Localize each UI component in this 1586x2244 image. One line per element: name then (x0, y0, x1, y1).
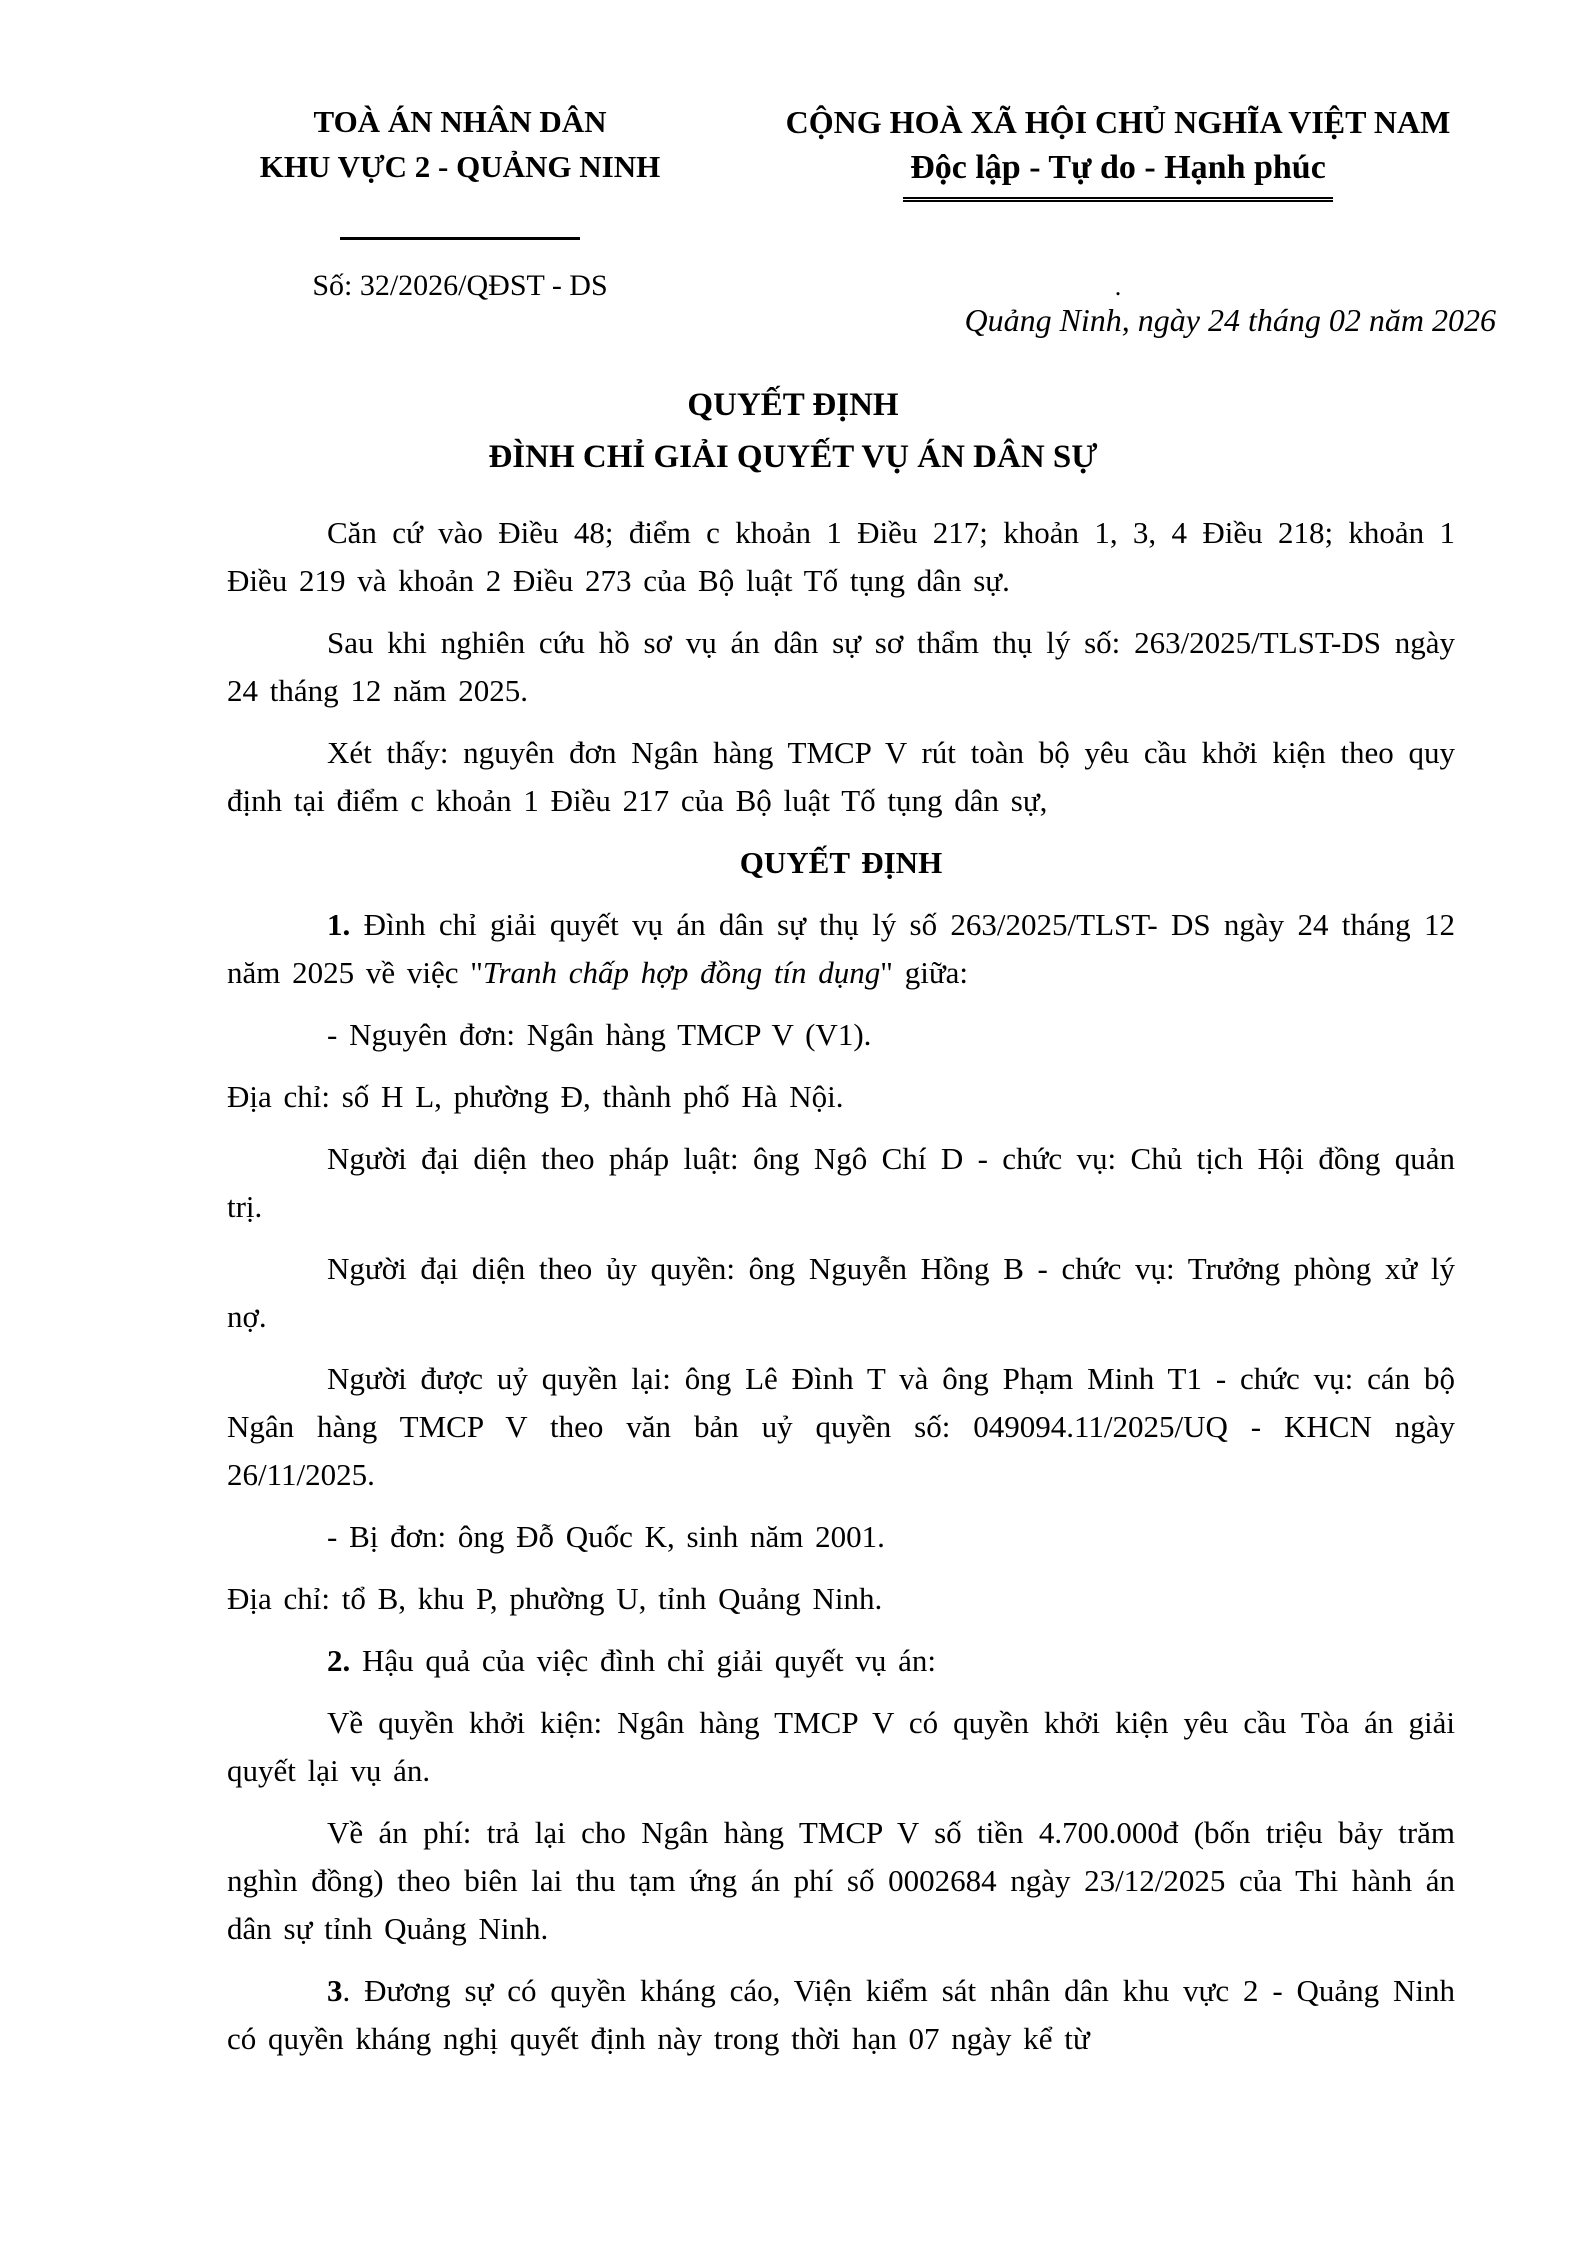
motto-double-rule (903, 197, 1333, 202)
paragraph (227, 1513, 1455, 1561)
bold-run: 3 (327, 1973, 343, 2008)
text-run: Về quyền khởi kiện: Ngân hàng TMCP V có quyền khởi kiện yêu cầu Tòa án giải quyết lại vụ án. (227, 1705, 1455, 1788)
text-run: . Đương sự có quyền kháng cáo, Viện kiểm sát nhân dân khu vực 2 - Quảng Ninh có quyền kháng nghị quyết định này trong thời hạn 07 ngày kể từ (227, 1973, 1455, 2056)
paragraph (227, 1699, 1455, 1795)
paragraph (227, 1575, 1455, 1623)
text-run: - Bị đơn: ông Đỗ Quốc K, sinh năm 2001. (327, 1519, 885, 1554)
document-title-line1: QUYẾT ĐỊNH (687, 387, 899, 423)
document-title (0, 379, 1586, 483)
paragraph (227, 1355, 1455, 1499)
court-name-line1: TOÀ ÁN NHÂN DÂN (313, 104, 607, 139)
bold-run: QUYẾT ĐỊNH (739, 845, 943, 880)
document-header (0, 0, 1586, 343)
text-run: Về án phí: trả lại cho Ngân hàng TMCP V số tiền 4.700.000đ (bốn triệu bảy trăm nghìn đồng) theo biên lai thu tạm ứng án phí số 0002684 ngày 23/12/2025 của Thi hành án dân sự tỉnh Quảng Ninh. (227, 1815, 1455, 1946)
court-name-line2: KHU VỰC 2 - QUẢNG NINH (259, 149, 661, 184)
stray-dot: . (1114, 272, 1122, 301)
paragraph (227, 1011, 1455, 1059)
national-motto-line2: Độc lập - Tự do - Hạnh phúc (910, 149, 1326, 186)
text-run: Địa chỉ: tổ B, khu P, phường U, tỉnh Quảng Ninh. (227, 1581, 883, 1616)
bold-run: 1. (327, 907, 351, 942)
text-run: - Nguyên đơn: Ngân hàng TMCP V (V1). (327, 1017, 872, 1052)
bold-run: 2. (327, 1643, 351, 1678)
text-run: Xét thấy: nguyên đơn Ngân hàng TMCP V rút toàn bộ yêu cầu khởi kiện theo quy định tại điểm c khoản 1 Điều 217 của Bộ luật Tố tụng dân sự, (227, 735, 1455, 818)
text-run: Sau khi nghiên cứu hồ sơ vụ án dân sự sơ thẩm thụ lý số: 263/2025/TLST-DS ngày 24 tháng 12 năm 2025. (227, 625, 1455, 708)
document-body (227, 509, 1455, 2063)
paragraph (227, 509, 1455, 605)
document-title-line2: ĐÌNH CHỈ GIẢI QUYẾT VỤ ÁN DÂN SỰ (488, 439, 1098, 475)
national-header-block (740, 100, 1496, 343)
paragraph (227, 619, 1455, 715)
text-run: Đình chỉ giải quyết vụ án dân sự thụ lý số 263/2025/TLST- DS ngày 24 tháng 12 năm 2025 về việc " (227, 907, 1455, 990)
paragraph (227, 729, 1455, 825)
paragraph (227, 1245, 1455, 1341)
paragraph (227, 1967, 1455, 2063)
date-line: Quảng Ninh, ngày 24 tháng 02 năm 2026 (964, 302, 1496, 338)
paragraph (227, 901, 1455, 997)
court-header-block (180, 100, 740, 308)
paragraph (227, 1073, 1455, 1121)
text-run: Người đại diện theo ủy quyền: ông Nguyễn Hồng B - chức vụ: Trưởng phòng xử lý nợ. (227, 1251, 1455, 1334)
text-run: Hậu quả của việc đình chỉ giải quyết vụ án: (350, 1643, 937, 1678)
paragraph (227, 1135, 1455, 1231)
paragraph (227, 1637, 1455, 1685)
text-run: Địa chỉ: số H L, phường Đ, thành phố Hà Nội. (227, 1079, 844, 1114)
paragraph (227, 1809, 1455, 1953)
section-heading (227, 839, 1455, 887)
case-number: Số: 32/2026/QĐST - DS (312, 269, 608, 302)
national-motto-line1: CỘNG HOÀ XÃ HỘI CHỦ NGHĨA VIỆT NAM (785, 104, 1451, 140)
text-run: Người đại diện theo pháp luật: ông Ngô Chí D - chức vụ: Chủ tịch Hội đồng quản trị. (227, 1141, 1455, 1224)
text-run: Căn cứ vào Điều 48; điểm c khoản 1 Điều 217; khoản 1, 3, 4 Điều 218; khoản 1 Điều 219 và khoản 2 Điều 273 của Bộ luật Tố tụng dân sự. (227, 515, 1455, 598)
court-header-divider (340, 237, 580, 240)
italic-run: Tranh chấp hợp đồng tín dụng (482, 955, 881, 990)
text-run: Người được uỷ quyền lại: ông Lê Đình T và ông Phạm Minh T1 - chức vụ: cán bộ Ngân hàng TMCP V theo văn bản uỷ quyền số: 049094.11/2025/UQ - KHCN ngày 26/11/2025. (227, 1361, 1455, 1492)
text-run: " giữa: (880, 955, 968, 990)
